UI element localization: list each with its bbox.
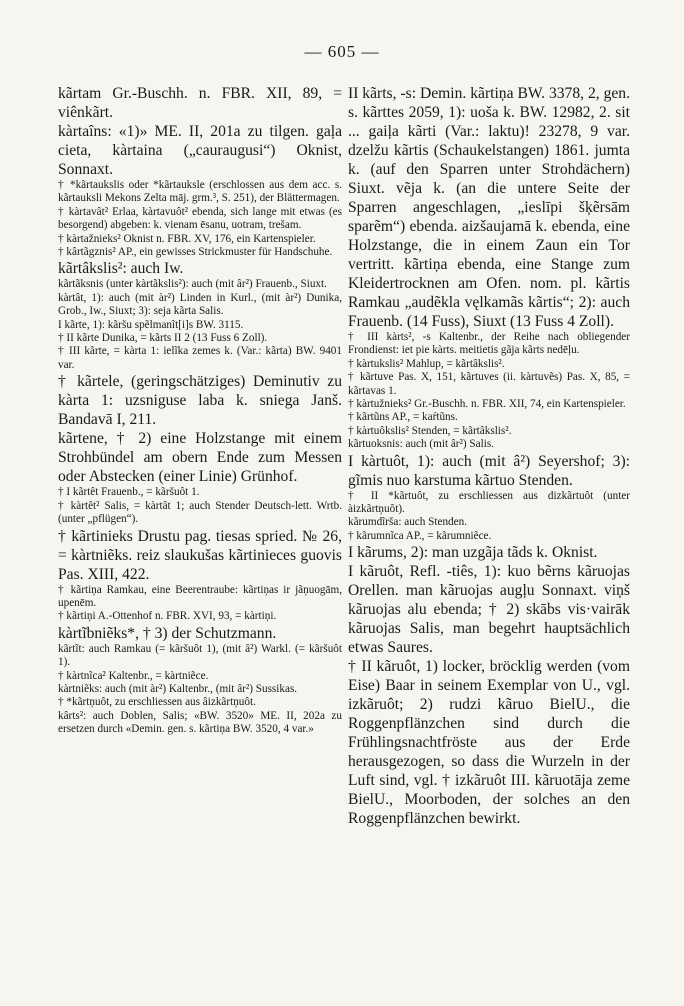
dictionary-entry: † kàrtuôkslis² Stenden, = kãrtâkslis². <box>348 424 512 437</box>
dictionary-entry: kãrtãksnis (unter kàrtãkslis²): auch (mit âr²) Frauenb., Siuxt. <box>58 278 327 291</box>
page-number: — 605 — <box>304 42 380 61</box>
dictionary-entry: † kàrtukslis² Mahlup, = kãrtâkslis². <box>348 357 505 370</box>
dictionary-entry: † kãrtinieks Drustu pag. tiesas spried. № 26, = kàrtniẽks. reiz slaukušas kãrtinieces guovis Pas. XIII, 422. <box>58 527 342 583</box>
dictionary-entry: † *kãrtņuôt, zu erschliessen aus âizkãrtņuôt. <box>58 696 256 709</box>
right-column <box>348 84 630 828</box>
dictionary-entry: † III kãrte, = kàrta 1: ielĩka zemes k. (Var.: kãrta) BW. 9401 var. <box>58 345 342 371</box>
dictionary-entry: † kãrtele, (geringschätziges) Deminutiv zu kàrta 1: uzsniguse laba k. sniega Janš. Bandavā I, 211. <box>58 373 342 429</box>
dictionary-entry: kãrtâkslis²: auch Iw. <box>58 260 184 278</box>
dictionary-entry: † kàrtužnieks² Gr.-Buschh. n. FBR. XII, 74, ein Kartenspieler. <box>348 398 626 411</box>
dictionary-entry: † II kãruôt, 1) locker, bröcklig werden (vom Eise) Baar in seinem Exemplar von U., vgl. izkãruôt; 2) rudzi kãruo BielU., die Roggenpflänzchen sind durch die Frühlingsnachtfröste aus der Erde herausgezogen, so dass die Wurzeln in der Luft sind, vgl. † izkãruôt III. kãruotāja zeme BielU., Moorboden, der solches an den Roggenpflänzchen bewirkt. <box>348 658 630 828</box>
dictionary-entry: kàrtaîns: «1)» ME. II, 201a zu tilgen. gaļa cieta, kàrtaina („cauraugusi“) Oknist, Sonnaxt. <box>58 123 342 178</box>
dictionary-entry: I kãrums, 2): man uzgãja tãds k. Oknist. <box>348 544 598 562</box>
dictionary-entry: kãrtĩt: auch Ramkau (= kãršuôt 1), (mit â²) Warkl. (= kãršuôt 1). <box>58 642 342 669</box>
dictionary-entry: † I kãrtêt Frauenb., = kãršuôt 1. <box>58 486 200 499</box>
dictionary-entry: † II kãrte Dunika, = kãrts II 2 (13 Fuss 6 Zoll). <box>58 332 268 345</box>
dictionary-entry: kârts²: auch Doblen, Salis; «BW. 3520» ME. II, 202a zu ersetzen durch «Demin. gen. s. kãrtiņa BW. 3520, 4 var.» <box>58 709 342 736</box>
dictionary-entry: kàrtât, 1): auch (mit àr²) Linden in Kurl., (mit àr²) Dunika, Grob., Iw., Siuxt; 3): seja kãrta Salis. <box>58 291 342 318</box>
dictionary-entry: † kàrtnĩca² Kaltenbr., = kàrtniẽce. <box>58 669 209 682</box>
dictionary-entry: kàrtniẽks: auch (mit àr²) Kaltenbr., (mit âr²) Sussikas. <box>58 682 298 695</box>
dictionary-entry: II kãrts, -s: Demin. kãrtiņa BW. 3378, 2, gen. s. kãrttes 2059, 1): uoša k. BW. 12982, 2. sit ... gaiļa kãrti (Var.: laktu)! 23278, 9 var. dzelžu kãrtis (Schaukelstangen) 1861. jumta k. (auf den Sparren unter Strohdächern) Siuxt. vẽja k. (an die untere Seite der Sparren angeschlagen, „ieslīpi šķẽrsām sparẽm“) ebenda. aizšaujamā k. ebenda, eine Holzstange, die in einem Zaun ein Tor vertritt. kãrtiņa ebenda, eine Stange zum Kleidertrocknen am Ofen. nom. pl. kãrtis Ramkau „audẽkla vęlkamãs kãrtis“; 2): auch Frauenb. (14 Fuss), Siuxt (13 Fuss 4 Zoll). <box>348 85 630 330</box>
dictionary-entry: † kãrtiņa Ramkau, eine Beerentraube: kãrtiņas ir jãņuogām, upenēm. <box>58 583 342 609</box>
dictionary-entry: † kãrtiņi A.-Ottenhof n. FBR. XVI, 93, = kàrtiņi. <box>58 610 277 623</box>
dictionary-entry: † kàrtavât² Erlaa, kàrtavuôt² ebenda, sich lange mit etwas (es besorgend) abgeben: k. vienam ēsanu, uotram, trešam. <box>58 205 342 232</box>
dictionary-entry: † *kãrtaukslis oder *kãrtaukslе (erschlossen aus dem acc. s. kãrtauksli Mekons Zelta māj. grm.³, S. 251), der Blättermagen. <box>58 179 342 205</box>
dictionary-entry: kãrtene, † 2) eine Holzstange mit einem Strohbündel am obern Ende zum Messen oder Abstecken (einer Linie) Grünhof. <box>58 430 342 486</box>
dictionary-entry: I kãrte, 1): kãršu spẽlmanĩt[i]s BW. 3115. <box>58 318 244 331</box>
dictionary-entry: kãrumdĩrša: auch Stenden. <box>348 516 467 529</box>
left-column <box>58 84 342 737</box>
dictionary-entry: I kãruôt, Refl. -tiês, 1): kuo bẽrns kãruojas Orellen. man kãruojas augļu Sonnaxt. viņš kãruojas alu ebenda; † 2) skābs vis·vairāk kãruojas Salis, man begehrt hauptsächlich etwas Saures. <box>348 563 630 657</box>
dictionary-entry: kãrtam Gr.-Buschh. n. FBR. XII, 89, = viênkãrt. <box>58 85 342 121</box>
dictionary-entry: kãrtuoksnis: auch (mit âr²) Salis. <box>348 438 494 451</box>
dictionary-entry: † kàrtêt² Salis, = kàrtât 1; auch Stender Deutsch-lett. Wrtb. (unter „pflügen“). <box>58 499 342 526</box>
dictionary-entry: kàrtĩbniẽks*, † 3) der Schutzmann. <box>58 624 277 642</box>
dictionary-entry: † kãrumnĩca AP., = kãrumniẽce. <box>348 529 492 542</box>
dictionary-entry: † kàrtažnieks² Oknist n. FBR. XV, 176, ein Kartenspieler. <box>58 232 316 245</box>
dictionary-entry: † II *kãrtuôt, zu erschliessen aus dizkãrtuôt (unter àizkãrtņuôt). <box>348 489 630 516</box>
dictionary-entry: † kârtãgznis² AP., ein gewisses Strickmuster für Handschuhe. <box>58 246 333 259</box>
dictionary-entry: † III kàrts², -s Kaltenbr., der Reihe nach obliegender Frondienst: iet pie kàrts. meitietis gãja kãrts nedēļu. <box>348 331 630 357</box>
dictionary-entry: † kãrtuve Pas. X, 151, kãrtuves (ii. kàrtuvẽs) Pas. X, 85, = kãrtavas 1. <box>348 371 630 397</box>
dictionary-entry: † kãrtũns AP., = kaŕtũns. <box>348 411 458 424</box>
dictionary-entry: I kàrtuôt, 1): auch (mit â²) Seyershof; 3): gĩmis nuo karstuma kãrtuo Stenden. <box>348 452 630 489</box>
